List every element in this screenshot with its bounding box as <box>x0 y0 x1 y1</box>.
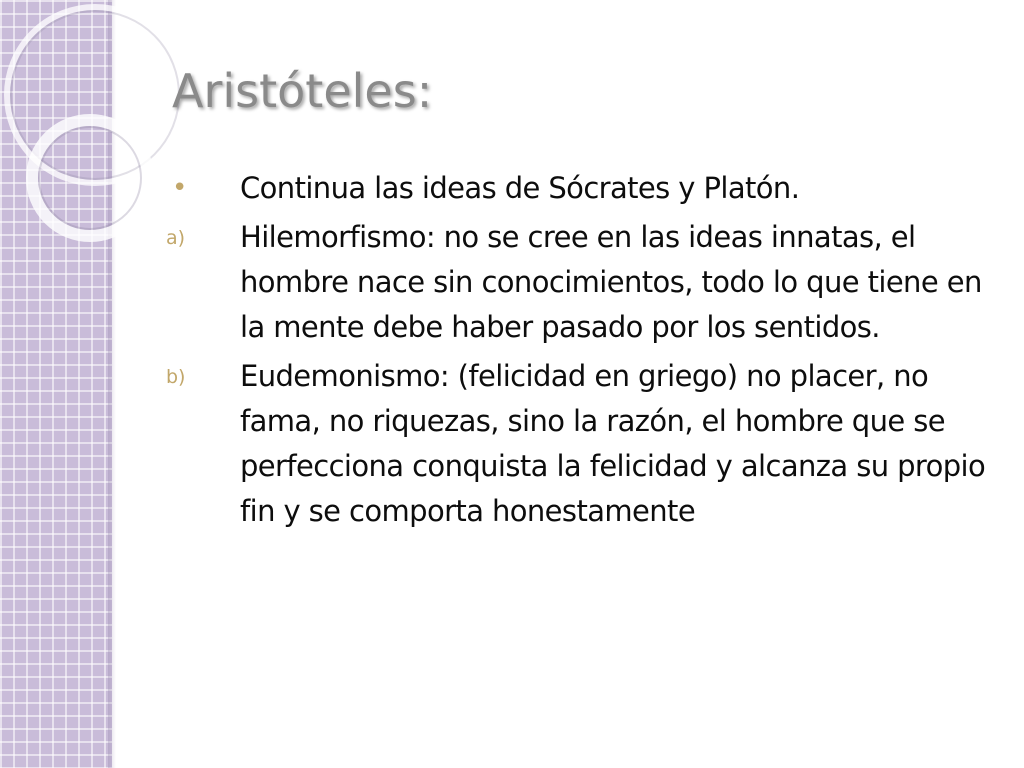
bullet-marker: • <box>172 173 188 203</box>
list-marker-b: b) <box>166 366 186 388</box>
list-marker-a: a) <box>166 227 186 249</box>
list-item <box>166 354 996 534</box>
list-item-text: Eudemonismo: (felicidad en griego) no placer, no fama, no riquezas, sino la razón, el hombre que se perfecciona conquista la felicidad y alcanza su propio fin y se comporta honestamente <box>240 359 986 528</box>
list-item-text: Hilemorfismo: no se cree en las ideas innatas, el hombre nace sin conocimientos, todo lo que tiene en la mente debe haber pasado por los sentidos. <box>240 220 982 344</box>
list-item-text: Continua las ideas de Sócrates y Platón. <box>240 171 800 205</box>
slide-title: Aristóteles: <box>172 64 433 118</box>
bullet-list <box>166 166 996 538</box>
list-item <box>166 166 996 211</box>
list-item <box>166 215 996 350</box>
